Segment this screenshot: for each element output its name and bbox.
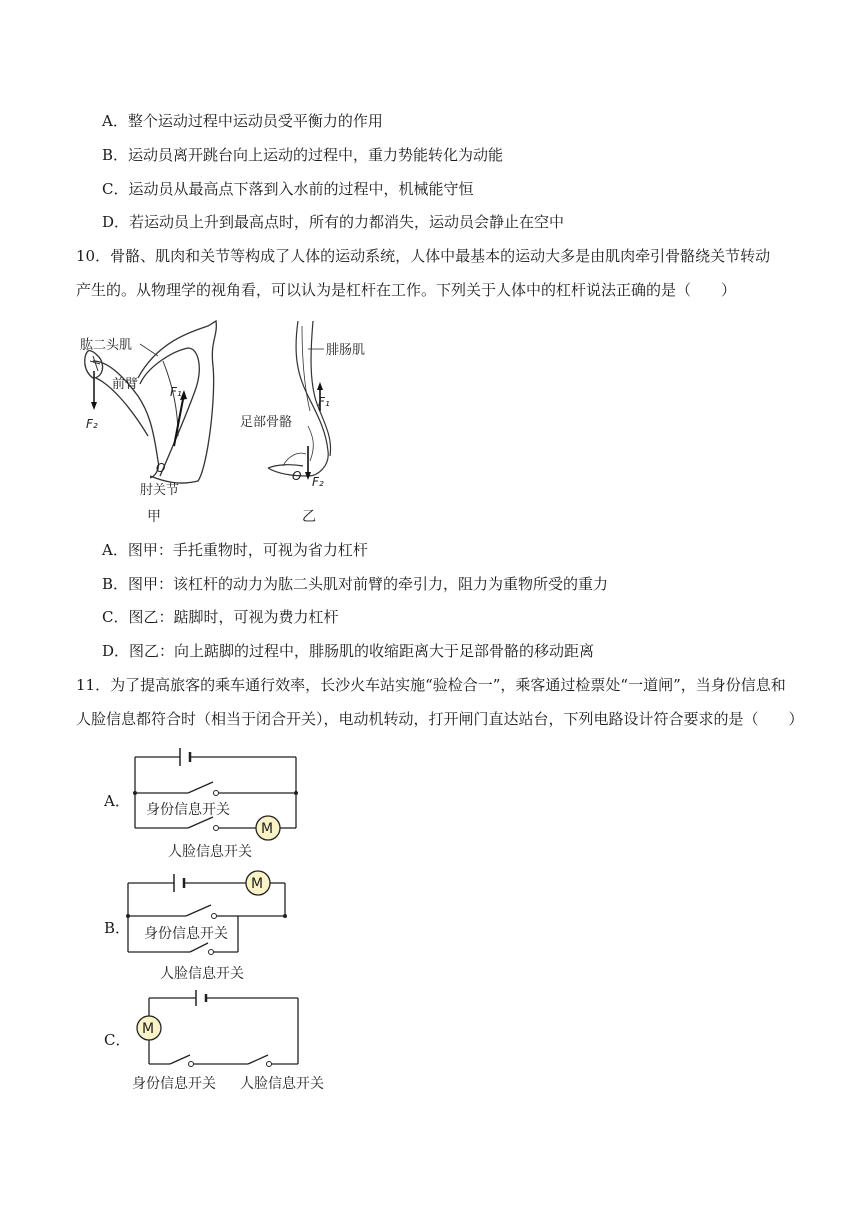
q9-option-c: C．运动员从最高点下落到入水前的过程中，机械能守恒 bbox=[102, 180, 474, 198]
circuit-a-diagram bbox=[128, 742, 303, 864]
circuit-c-label: C． bbox=[104, 1031, 131, 1049]
gastrocnemius-label: 腓肠肌 bbox=[326, 343, 366, 358]
circuit-a-switch1-label: 身份信息开关 bbox=[146, 802, 230, 818]
biceps-label: 肱二头肌 bbox=[80, 338, 133, 353]
q9-option-a: A．整个运动过程中运动员受平衡力的作用 bbox=[102, 112, 383, 130]
q10-option-a: A．图甲：手托重物时，可视为省力杠杆 bbox=[102, 541, 368, 559]
q9-option-d: D．若运动员上升到最高点时，所有的力都消失，运动员会静止在空中 bbox=[102, 213, 565, 231]
q11-stem-line2: 人脸信息都符合时（相当于闭合开关），电动机转动，打开闸门直达站台，下列电路设计符合要求的是（ ） bbox=[76, 710, 804, 728]
pivot-label-jia: O bbox=[156, 461, 166, 475]
motor-symbol-b: M bbox=[251, 876, 264, 892]
circuit-c-switch1-label: 身份信息开关 bbox=[132, 1076, 216, 1092]
q9-option-b: B．运动员离开跳台向上运动的过程中，重力势能转化为动能 bbox=[102, 146, 504, 164]
q10-option-b: B．图甲：该杠杆的动力为肱二头肌对前臂的牵引力，阻力为重物所受的重力 bbox=[102, 575, 609, 593]
figure-jia-caption: 甲 bbox=[147, 509, 161, 525]
circuit-b-switch1-label: 身份信息开关 bbox=[144, 926, 228, 942]
circuit-b-switch2-label: 人脸信息开关 bbox=[160, 966, 244, 982]
q10-stem-line1: 10．骨骼、肌肉和关节等构成了人体的运动系统，人体中最基本的运动大多是由肌肉牵引骨骼绕关节转动 bbox=[76, 247, 771, 265]
foot-lever-figure bbox=[238, 316, 378, 491]
motor-symbol-a: M bbox=[261, 821, 274, 837]
forearm-label: 前臂 bbox=[112, 377, 139, 392]
circuit-c-switch2-label: 人脸信息开关 bbox=[240, 1076, 324, 1092]
f1-label-jia: F₁ bbox=[170, 385, 182, 399]
elbow-joint-label: 肘关节 bbox=[140, 483, 180, 498]
q10-option-c: C．图乙：踮脚时，可视为费力杠杆 bbox=[102, 608, 339, 626]
q11-stem-line1: 11．为了提高旅客的乘车通行效率，长沙火车站实施“验检合一”，乘客通过检票处“一道闸”，当身份信息和 bbox=[76, 676, 786, 694]
f2-label-yi: F₂ bbox=[312, 475, 324, 489]
circuit-b-label: B． bbox=[104, 919, 131, 937]
q10-stem-line2: 产生的。从物理学的视角看，可以认为是杠杆在工作。下列关于人体中的杠杆说法正确的是（ ） bbox=[76, 281, 737, 299]
f1-label-yi: F₁ bbox=[318, 395, 330, 409]
motor-symbol-c: M bbox=[142, 1021, 155, 1037]
circuit-c-diagram bbox=[128, 988, 338, 1096]
figure-yi-caption: 乙 bbox=[302, 509, 316, 525]
pivot-label-yi: O bbox=[292, 469, 302, 483]
q10-option-d: D．图乙：向上踮脚的过程中，腓肠肌的收缩距离大于足部骨骼的移动距离 bbox=[102, 642, 595, 660]
f2-label-jia: F₂ bbox=[86, 417, 98, 431]
circuit-a-label: A． bbox=[104, 792, 130, 810]
arm-lever-figure bbox=[78, 316, 228, 516]
circuit-a-switch2-label: 人脸信息开关 bbox=[168, 844, 252, 860]
circuit-b-diagram bbox=[118, 868, 293, 986]
foot-bone-label: 足部骨骼 bbox=[240, 415, 293, 430]
